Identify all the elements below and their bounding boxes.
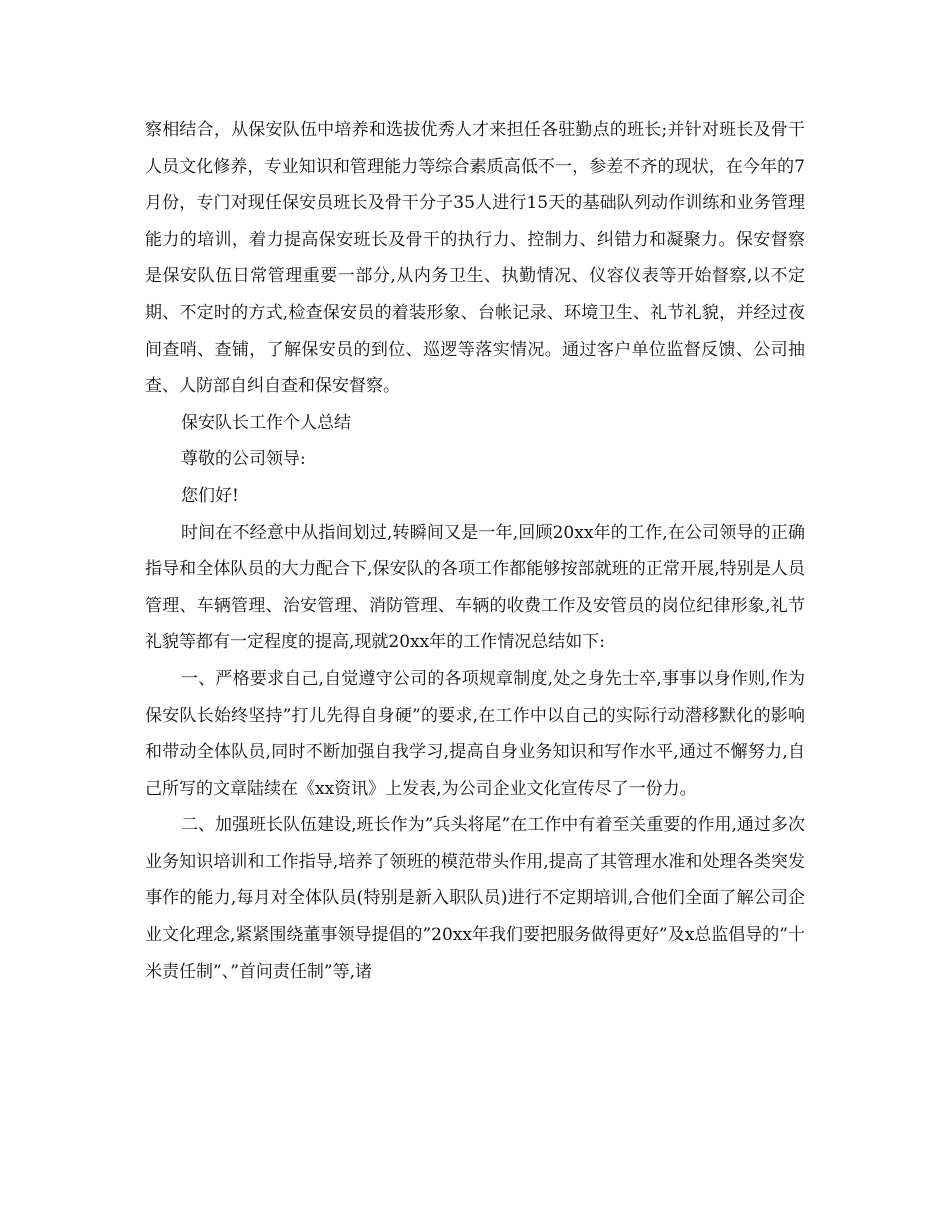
greeting: 您们好! <box>181 485 239 506</box>
paragraph-intro: 时间在不经意中从指间划过,转瞬间又是一年,回顾20xx年的工作,在公司领导的正确指导和全体队员的大力配合下,保安队的各项工作都能够按部就班的正常开展,特别是人员管理、车辆管理、治安管理、消防管理、车辆的收费工作及安管员的岗位纪律形象,礼节礼貌等都有一定程度的提高,现就20xx年的工作情况总结如下: <box>145 522 805 653</box>
salutation: 尊敬的公司领导: <box>181 449 306 470</box>
document-body <box>145 112 805 990</box>
paragraph-point-two: 二、加强班长队伍建设,班长作为”兵头将尾”在工作中有着至关重要的作用,通过多次业务知识培训和工作指导,培养了领班的模范带头作用,提高了其管理水准和处理各类突发事作的能力,每月对全体队员(特别是新入职队员)进行不定期培训,合他们全面了解公司企业文化理念,紧紧围绕董事领导提倡的”20xx年我们要把服务做得更好”及x总监倡导的”十米责任制”、”首问责任制”等,诸 <box>145 815 805 982</box>
document-heading: 保安队长工作个人总结 <box>181 412 351 433</box>
paragraph-point-one: 一、严格要求自己,自觉遵守公司的各项规章制度,处之身先士卒,事事以身作则,作为保安队长始终坚持”打儿先得自身硬”的要求,在工作中以自己的实际行动潜移默化的影响和带动全体队员,同时不断加强自我学习,提高自身业务知识和写作水平,通过不懈努力,自己所写的文章陆续在《xx资讯》上发表,为公司企业文化宣传尽了一份力。 <box>145 668 805 799</box>
paragraph-security-supervision: 察相结合，从保安队伍中培养和选拔优秀人才来担任各驻勤点的班长;并针对班长及骨干人员文化修养，专业知识和管理能力等综合素质高低不一，参差不齐的现状，在今年的7月份，专门对现任保安员班长及骨干分子35人进行15天的基础队列动作训练和业务管理能力的培训，着力提高保安班长及骨干的执行力、控制力、纠错力和凝聚力。保安督察是保安队伍日常管理重要一部分,从内务卫生、执勤情况、仪容仪表等开始督察,以不定期、不定时的方式,检查保安员的着装形象、台帐记录、环境卫生、礼节礼貌，并经过夜间查哨、查铺，了解保安员的到位、巡逻等落实情况。通过客户单位监督反馈、公司抽查、人防部自纠自查和保安督察。 <box>145 120 805 397</box>
